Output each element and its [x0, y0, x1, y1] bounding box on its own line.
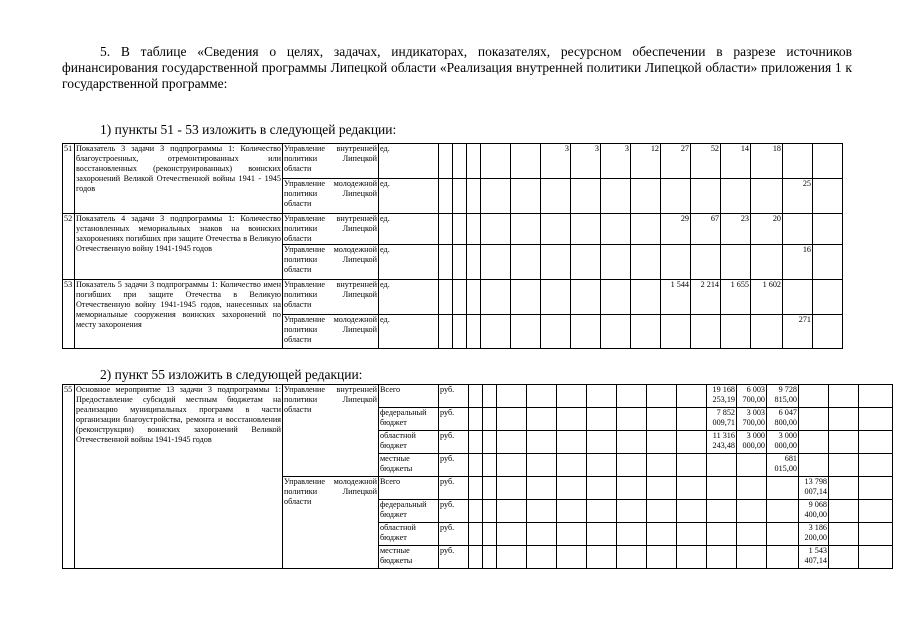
value-cell	[677, 431, 707, 454]
executor-cell: Управление внутренней политики Липецкой области	[284, 214, 377, 243]
value-cell	[737, 500, 767, 523]
value-cell	[661, 315, 691, 349]
funding-source-cell: Всего	[379, 385, 439, 408]
value-cell	[677, 408, 707, 431]
unit-cell: руб.	[439, 523, 469, 546]
empty-cell	[453, 179, 467, 214]
value-cell	[557, 546, 587, 569]
value-cell	[799, 385, 829, 408]
value-cell	[511, 280, 541, 315]
indicator-name: Показатель 5 задачи 3 подпрограммы 1: Количество имен погибших при защите Отечества в Великую Отечественную войну 1941-1945 годов, нанесенных на мемориальные сооружения воинских захоронений по месту захоронения	[75, 280, 283, 349]
value-cell	[527, 546, 557, 569]
value-cell: 3	[601, 144, 631, 179]
value-cell	[617, 546, 647, 569]
value-cell: 19 168 253,19	[707, 385, 737, 408]
value-cell	[601, 179, 631, 214]
value-cell	[587, 500, 617, 523]
empty-cell	[453, 245, 467, 280]
empty-cell	[439, 280, 453, 315]
row-number: 51	[63, 144, 75, 214]
value-cell	[691, 179, 721, 214]
empty-cell	[483, 385, 497, 408]
value-cell	[587, 546, 617, 569]
value-cell: 3 000 000,00	[737, 431, 767, 454]
value-cell	[829, 385, 859, 408]
empty-cell	[483, 408, 497, 431]
empty-cell	[483, 546, 497, 569]
value-cell	[737, 523, 767, 546]
unit-cell: ед.	[379, 214, 439, 245]
intro-paragraph: 5. В таблице «Сведения о целях, задачах, индикаторах, показателях, ресурсном обеспечении в разрезе источников финансирования государственной программы Липецкой области «Реализация внутренней политики Липецкой области» приложения 1 к государственной программе:	[62, 44, 852, 91]
empty-cell	[497, 500, 527, 523]
value-cell	[859, 500, 893, 523]
value-cell	[859, 385, 893, 408]
value-cell: 3	[571, 144, 601, 179]
empty-cell	[467, 214, 481, 245]
value-cell	[541, 245, 571, 280]
subheading-items-51-53: 1) пункты 51 - 53 изложить в следующей редакции:	[100, 122, 397, 137]
unit-cell: ед.	[379, 315, 439, 349]
value-cell	[527, 385, 557, 408]
value-cell: 25	[783, 179, 813, 214]
value-cell: 27	[661, 144, 691, 179]
empty-cell	[497, 523, 527, 546]
value-cell	[829, 454, 859, 477]
value-cell	[527, 477, 557, 500]
value-cell	[767, 546, 799, 569]
value-cell	[481, 245, 511, 280]
value-cell	[813, 280, 843, 315]
value-cell	[541, 280, 571, 315]
value-cell	[707, 523, 737, 546]
value-cell	[571, 280, 601, 315]
value-cell	[587, 408, 617, 431]
indicator-name: Показатель 3 задачи 3 подпрограммы 1: Количество благоустроенных, отремонтированных или восстановленных (реконструированных) воинских захоронений Великой Отечественной войны 1941 - 1945 годов	[75, 144, 283, 214]
value-cell	[813, 214, 843, 245]
value-cell	[601, 315, 631, 349]
executor-cell: Управление молодежной политики Липецкой области	[283, 477, 379, 569]
value-cell	[557, 523, 587, 546]
value-cell	[737, 546, 767, 569]
value-cell	[617, 431, 647, 454]
subheading-item-55: 2) пункт 55 изложить в следующей редакции:	[100, 367, 363, 382]
unit-cell: руб.	[439, 408, 469, 431]
value-cell	[647, 454, 677, 477]
value-cell	[677, 477, 707, 500]
value-cell	[601, 214, 631, 245]
unit-cell: руб.	[439, 385, 469, 408]
value-cell	[813, 144, 843, 179]
empty-cell	[439, 315, 453, 349]
empty-cell	[467, 280, 481, 315]
empty-cell	[469, 408, 483, 431]
empty-cell	[469, 431, 483, 454]
value-cell	[647, 523, 677, 546]
empty-cell	[497, 454, 527, 477]
executor-cell: Управление внутренней политики Липецкой области	[283, 280, 379, 315]
value-cell	[557, 454, 587, 477]
empty-cell	[469, 546, 483, 569]
value-cell: 3 000 000,00	[767, 431, 799, 454]
value-cell	[511, 315, 541, 349]
empty-cell	[497, 546, 527, 569]
value-cell	[767, 500, 799, 523]
value-cell	[631, 179, 661, 214]
empty-cell	[439, 214, 453, 245]
value-cell: 1 655	[721, 280, 751, 315]
value-cell: 3 003 700,00	[737, 408, 767, 431]
value-cell	[617, 385, 647, 408]
value-cell	[799, 454, 829, 477]
unit-cell: руб.	[439, 546, 469, 569]
value-cell	[859, 546, 893, 569]
value-cell	[677, 454, 707, 477]
empty-cell	[453, 280, 467, 315]
value-cell	[527, 454, 557, 477]
value-cell	[737, 477, 767, 500]
value-cell	[829, 523, 859, 546]
value-cell	[783, 280, 813, 315]
value-cell	[721, 245, 751, 280]
table-row	[63, 144, 883, 179]
table-row	[63, 385, 893, 408]
value-cell	[647, 477, 677, 500]
value-cell	[691, 245, 721, 280]
value-cell	[813, 315, 843, 349]
value-cell	[751, 315, 783, 349]
value-cell	[829, 431, 859, 454]
value-cell: 9 068 400,00	[799, 500, 829, 523]
funding-source-cell: федеральный бюджет	[379, 408, 439, 431]
value-cell	[707, 546, 737, 569]
value-cell: 3	[541, 144, 571, 179]
funding-source-cell: федеральный бюджет	[379, 500, 439, 523]
value-cell	[481, 280, 511, 315]
value-cell	[587, 477, 617, 500]
empty-cell	[497, 477, 527, 500]
empty-cell	[467, 315, 481, 349]
value-cell: 681 015,00	[767, 454, 799, 477]
executor-cell: Управление внутренней политики Липецкой области	[283, 385, 379, 477]
value-cell	[813, 245, 843, 280]
empty-cell	[469, 385, 483, 408]
value-cell	[527, 408, 557, 431]
unit-cell: руб.	[439, 500, 469, 523]
value-cell	[661, 179, 691, 214]
value-cell	[799, 431, 829, 454]
executor-cell: Управление молодежной политики Липецкой области	[283, 179, 379, 214]
empty-cell	[439, 179, 453, 214]
empty-cell	[483, 523, 497, 546]
value-cell	[571, 179, 601, 214]
empty-cell	[453, 214, 467, 245]
value-cell	[617, 454, 647, 477]
value-cell: 1 602	[751, 280, 783, 315]
empty-cell	[483, 500, 497, 523]
value-cell	[557, 431, 587, 454]
value-cell: 67	[691, 214, 721, 245]
value-cell: 11 316 243,48	[707, 431, 737, 454]
value-cell	[707, 454, 737, 477]
funding-source-cell: местные бюджеты	[379, 454, 439, 477]
value-cell	[691, 315, 721, 349]
value-cell	[829, 546, 859, 569]
value-cell	[859, 408, 893, 431]
value-cell: 2 214	[691, 280, 721, 315]
value-cell	[631, 280, 661, 315]
value-cell	[511, 214, 541, 245]
value-cell: 16	[783, 245, 813, 280]
value-cell	[511, 245, 541, 280]
value-cell	[571, 315, 601, 349]
value-cell	[617, 523, 647, 546]
value-cell	[511, 144, 541, 179]
value-cell: 12	[631, 144, 661, 179]
value-cell	[587, 523, 617, 546]
value-cell	[481, 315, 511, 349]
value-cell: 29	[661, 214, 691, 245]
value-cell	[647, 408, 677, 431]
table-row	[63, 214, 883, 245]
unit-cell: ед.	[379, 280, 439, 315]
empty-cell	[469, 477, 483, 500]
value-cell: 1 544	[661, 280, 691, 315]
value-cell: 23	[721, 214, 751, 245]
value-cell	[767, 523, 799, 546]
value-cell	[829, 500, 859, 523]
value-cell	[511, 179, 541, 214]
value-cell	[617, 408, 647, 431]
value-cell: 6 003 700,00	[737, 385, 767, 408]
value-cell	[647, 431, 677, 454]
value-cell	[541, 179, 571, 214]
value-cell	[751, 245, 783, 280]
value-cell	[707, 500, 737, 523]
empty-cell	[469, 523, 483, 546]
executor-cell: Управление внутренней политики Липецкой области	[283, 144, 379, 179]
value-cell: 1 543 407,14	[799, 546, 829, 569]
value-cell	[557, 500, 587, 523]
row-number: 53	[63, 280, 75, 349]
value-cell: 6 047 800,00	[767, 408, 799, 431]
value-cell	[859, 523, 893, 546]
empty-cell	[483, 431, 497, 454]
unit-cell: ед.	[379, 179, 439, 214]
value-cell	[557, 408, 587, 431]
value-cell	[527, 500, 557, 523]
value-cell	[481, 214, 511, 245]
value-cell	[631, 315, 661, 349]
activity-name: Основное мероприятие 13 задачи 3 подпрограммы 1: Предоставление субсидий местным бюджетам на реализацию муниципальных программ в части организации благоустройства, ремонта и восстановления (реконструкции) воинских захоронений Великой Отечественной войны 1941-1945 годов	[75, 385, 283, 569]
row-number: 52	[63, 214, 75, 280]
value-cell	[647, 385, 677, 408]
value-cell	[859, 477, 893, 500]
empty-cell	[467, 144, 481, 179]
empty-cell	[453, 315, 467, 349]
value-cell: 271	[783, 315, 813, 349]
empty-cell	[497, 385, 527, 408]
value-cell	[677, 500, 707, 523]
value-cell	[677, 523, 707, 546]
value-cell	[859, 431, 893, 454]
value-cell: 9 728 815,00	[767, 385, 799, 408]
value-cell	[751, 179, 783, 214]
indicators-table	[62, 143, 883, 349]
empty-cell	[469, 454, 483, 477]
value-cell	[783, 144, 813, 179]
activity-table	[62, 384, 893, 569]
value-cell	[677, 546, 707, 569]
value-cell	[571, 245, 601, 280]
empty-cell	[483, 477, 497, 500]
value-cell	[571, 214, 601, 245]
value-cell: 52	[691, 144, 721, 179]
value-cell	[541, 315, 571, 349]
value-cell: 14	[721, 144, 751, 179]
value-cell	[541, 214, 571, 245]
empty-cell	[467, 245, 481, 280]
value-cell	[799, 408, 829, 431]
empty-cell	[497, 408, 527, 431]
value-cell	[601, 245, 631, 280]
value-cell: 20	[751, 214, 783, 245]
value-cell	[557, 385, 587, 408]
empty-cell	[497, 431, 527, 454]
empty-cell	[439, 245, 453, 280]
empty-cell	[469, 500, 483, 523]
executor-cell: Управление молодежной политики Липецкой области	[283, 315, 379, 349]
value-cell	[631, 214, 661, 245]
value-cell	[587, 454, 617, 477]
value-cell	[721, 315, 751, 349]
executor-cell: Управление молодежной политики Липецкой области	[283, 245, 379, 280]
value-cell	[829, 477, 859, 500]
value-cell	[527, 523, 557, 546]
value-cell	[677, 385, 707, 408]
value-cell	[813, 179, 843, 214]
funding-source-cell: областной бюджет	[379, 523, 439, 546]
value-cell	[859, 454, 893, 477]
unit-cell: руб.	[439, 454, 469, 477]
row-number: 55	[63, 385, 75, 569]
value-cell	[829, 408, 859, 431]
value-cell: 3 186 200,00	[799, 523, 829, 546]
value-cell	[527, 431, 557, 454]
indicator-name: Показатель 4 задачи 3 подпрограммы 1: Количество установленных мемориальных знаков на воинских захоронениях погибших при защите Отечества в Великую Отечественную войну 1941-1945 годов	[75, 214, 283, 280]
value-cell	[617, 500, 647, 523]
value-cell	[587, 385, 617, 408]
value-cell	[617, 477, 647, 500]
value-cell	[721, 179, 751, 214]
value-cell	[481, 144, 511, 179]
table-row	[63, 280, 883, 315]
value-cell	[647, 546, 677, 569]
empty-cell	[439, 144, 453, 179]
value-cell: 18	[751, 144, 783, 179]
value-cell: 13 798 007,14	[799, 477, 829, 500]
value-cell: 7 852 009,71	[707, 408, 737, 431]
value-cell	[601, 280, 631, 315]
unit-cell: ед.	[379, 245, 439, 280]
value-cell	[587, 431, 617, 454]
value-cell	[767, 477, 799, 500]
funding-source-cell: областной бюджет	[379, 431, 439, 454]
funding-source-cell: местные бюджеты	[379, 546, 439, 569]
value-cell	[707, 477, 737, 500]
value-cell	[647, 500, 677, 523]
empty-cell	[467, 179, 481, 214]
empty-cell	[483, 454, 497, 477]
unit-cell: руб.	[439, 431, 469, 454]
value-cell	[783, 214, 813, 245]
value-cell	[557, 477, 587, 500]
value-cell	[481, 179, 511, 214]
value-cell	[661, 245, 691, 280]
funding-source-cell: Всего	[379, 477, 439, 500]
unit-cell: ед.	[379, 144, 439, 179]
value-cell	[737, 454, 767, 477]
value-cell	[631, 245, 661, 280]
unit-cell: руб.	[439, 477, 469, 500]
empty-cell	[453, 144, 467, 179]
